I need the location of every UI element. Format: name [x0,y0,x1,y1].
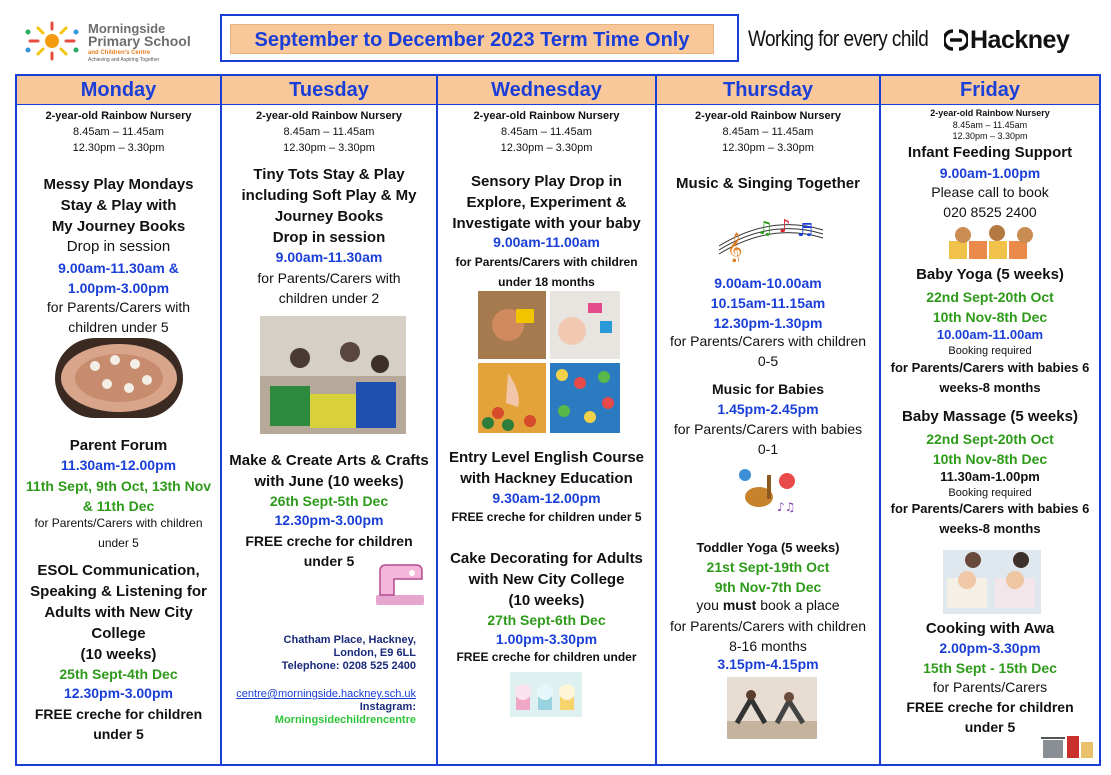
baby-massage-dates: 22nd Sept-20th Oct 10th Nov-8th Dec [926,431,1054,467]
toddler-yoga-title: Toddler Yoga (5 weeks) [696,540,840,555]
music-singing-audience: for Parents/Carers with children 0-5 [669,333,867,369]
sun-logo-icon [22,20,82,62]
cooking-creche: FREE creche for children under 5 [906,699,1074,735]
music-babies-audience: for Parents/Carers with babies 0-1 [673,421,863,457]
centre-contacts: centre@morningside.hackney.sch.uk Instagram: Morningsidechildrencentre [222,688,416,727]
music-singing-title: Music & Singing Together [676,175,860,192]
cupcake-image [510,672,582,717]
page-title: September to December 2023 Term Time Only [254,29,690,51]
music-singing-times: 9.00am-10.00am 10.15am-11.15am 12.30pm-1.30pm [710,275,826,331]
day-heading-monday: Monday [17,76,220,105]
toddler-yoga-dates: 21st Sept-19th Oct 9th Nov-7th Dec [706,559,830,595]
cooking-dates: 15th Sept - 15th Dec [923,660,1057,676]
column-tuesday [222,76,438,764]
nursery-title: 2-year-old Rainbow Nursery [255,110,403,122]
column-wednesday [438,76,657,764]
slogan: Working for every child [748,26,929,51]
baby-yoga-audience: for Parents/Carers with babies 6 weeks-8 months [890,360,1090,395]
day-heading-friday: Friday [881,76,1099,105]
baby-yoga-title: Baby Yoga (5 weeks) [916,266,1064,283]
toddler-yoga-time: 3.15pm-4.15pm [717,656,819,672]
cooking-audience: for Parents/Carers [932,679,1048,695]
arts-crafts-time: 12.30pm-3.00pm [274,512,384,528]
day-heading-thursday: Thursday [657,76,879,105]
sensory-photo-4 [550,363,620,433]
day-heading-tuesday: Tuesday [222,76,436,105]
nursery-slot-pm: 12.30pm – 3.30pm [500,142,593,154]
day-heading-wednesday: Wednesday [438,76,655,105]
esol-title: ESOL Communication, Speaking & Listening for Adults with New City College (10 weeks) [30,562,207,663]
tiny-tots-title: Tiny Tots Stay & Play including Soft Play & My Journey Books Drop in session [241,166,417,246]
nursery-slot-pm: 12.30pm – 3.30pm [722,142,814,154]
column-thursday [657,76,881,764]
toddler-yoga-booking: you must book a place [696,597,840,613]
nursery-title: 2-year-old Rainbow Nursery [694,110,842,122]
baby-massage-audience: for Parents/Carers with babies 6 weeks-8 months [890,501,1090,536]
esol-dates: 25th Sept-4th Dec [59,666,178,682]
arts-crafts-creche: FREE creche for children under 5 [245,533,413,569]
soft-play-photo [260,316,406,434]
esol-time: 12.30pm-3.00pm [64,685,173,701]
cake-decorating-title: Cake Decorating for Adults with New City College (10 weeks) [450,550,643,609]
parent-forum-dates: 11th Sept, 9th Oct, 13th Nov & 11th Dec [25,478,212,514]
centre-address: Chatham Place, Hackney, London, E9 6LL Telephone: 0208 525 2400 [281,634,416,672]
english-course-title: Entry Level English Course with Hackney Education [448,449,645,487]
nursery-title: 2-year-old Rainbow Nursery [45,110,192,122]
infant-feeding-time: 9.00am-1.00pm [939,165,1041,181]
tiny-tots-time: 9.00am-11.30am [275,249,383,265]
parent-forum-time: 11.30am-12.00pm [60,457,177,473]
logo-text-line1: Morningside [88,21,166,36]
baby-yoga-dates: 22nd Sept-20th Oct 10th Nov-8th Dec [926,289,1054,325]
sensory-play-audience: for Parents/Carers with children under 18 months [455,255,638,289]
svg-text:♪♫: ♪♫ [777,500,796,514]
nursery-slot-am: 8.45am – 11.45am [283,126,375,138]
sensory-photo-1 [478,291,546,359]
logo-text-line3: and Children's Centre [88,50,151,56]
instagram-handle[interactable]: Morningsidechildrencentre [274,714,416,726]
baby-yoga-time: 10.00am-11.00am [936,327,1044,342]
nursery-slot-am: 8.45am – 11.45am [722,126,814,138]
baby-massage-photo [943,550,1041,614]
cake-decorating-dates: 27th Sept-6th Dec [487,612,606,628]
english-course-time: 9.30am-12.00pm [492,490,601,506]
infant-feeding-phone: 020 8525 2400 [943,204,1037,220]
infant-feeding-call: Please call to book [931,184,1049,200]
baby-massage-title: Baby Massage (5 weeks) [902,408,1078,425]
messy-play-times: 9.00am-11.30am & 1.00pm-3.00pm [58,260,179,296]
svg-text:♬: ♬ [797,220,814,241]
sensory-photo-3 [478,363,546,433]
hackney-wordmark: Hackney [970,26,1070,54]
messy-play-audience: for Parents/Carers with children under 5 [46,299,191,335]
nursery-slot-am: 8.45am – 11.45am [73,126,164,138]
music-notes-image [717,210,825,262]
nursery-slot-pm: 12.30pm – 3.30pm [72,142,165,154]
column-friday [881,76,1099,764]
baby-yoga-booking: Booking required [948,345,1032,357]
toddler-yoga-photo [727,677,817,739]
instruments-image [731,461,805,515]
svg-text:♫: ♫ [757,218,774,239]
messy-play-tray-image [55,338,183,418]
music-babies-title: Music for Babies [711,381,825,397]
column-monday [17,76,222,764]
esol-creche: FREE creche for children under 5 [34,706,203,742]
baby-massage-booking: Booking required [948,487,1032,499]
cake-decorating-time: 1.00pm-3.30pm [495,631,598,647]
parent-forum-title: Parent Forum [69,437,168,454]
arts-crafts-dates: 26th Sept-5th Dec [269,493,389,509]
nursery-title: 2-year-old Rainbow Nursery [930,108,1050,118]
sensory-play-title: Sensory Play Drop in Explore, Experiment & Investigate with your baby [452,173,641,232]
english-course-creche: FREE creche for children under 5 [451,510,642,524]
nursery-title: 2-year-old Rainbow Nursery [473,110,620,122]
nursery-slot-pm: 12.30pm – 3.30pm [952,131,1028,141]
school-logo [22,18,204,68]
page-header [0,0,1111,70]
toddler-yoga-audience: for Parents/Carers with children 8-16 months [669,618,867,654]
sensory-photo-2 [550,291,620,359]
messy-play-title: Messy Play Mondays Stay & Play with My Journey Books [43,176,194,235]
nursery-slot-am: 8.45am – 11.45am [501,126,592,138]
sensory-play-time: 9.00am-11.00am [493,234,600,250]
cooking-title: Cooking with Awa [925,620,1055,637]
svg-text:♪: ♪ [779,216,791,237]
logo-tagline: Achieving and Aspiring Together [88,57,160,63]
cooking-pots-image [1039,720,1095,764]
arts-crafts-title: Make & Create Arts & Crafts with June (10 weeks) [229,452,429,490]
email-link[interactable]: centre@morningside.hackney.sch.uk [236,688,416,700]
timetable-grid [15,74,1101,766]
baby-blocks-image [945,223,1041,263]
cake-decorating-creche: FREE creche for children under [456,650,637,664]
cooking-time: 2.00pm-3.30pm [939,640,1041,656]
music-babies-time: 1.45pm-2.45pm [717,401,819,417]
logo-text-line2: Primary School [88,33,191,49]
parent-forum-audience: for Parents/Carers with children under 5 [34,516,203,550]
infant-feeding-title: Infant Feeding Support [907,144,1073,161]
baby-massage-time: 11.30am-1.00pm [940,469,1040,484]
sewing-machine-image [372,557,428,609]
nursery-slot-pm: 12.30pm – 3.30pm [283,142,375,154]
svg-text:𝄞: 𝄞 [727,233,743,262]
title-banner [220,14,739,62]
tiny-tots-audience: for Parents/Carers with children under 2 [257,270,401,306]
nursery-slot-am: 8.45am – 11.45am [952,120,1028,130]
drop-in-label: Drop in session [66,238,171,255]
hackney-h-icon [944,29,968,51]
